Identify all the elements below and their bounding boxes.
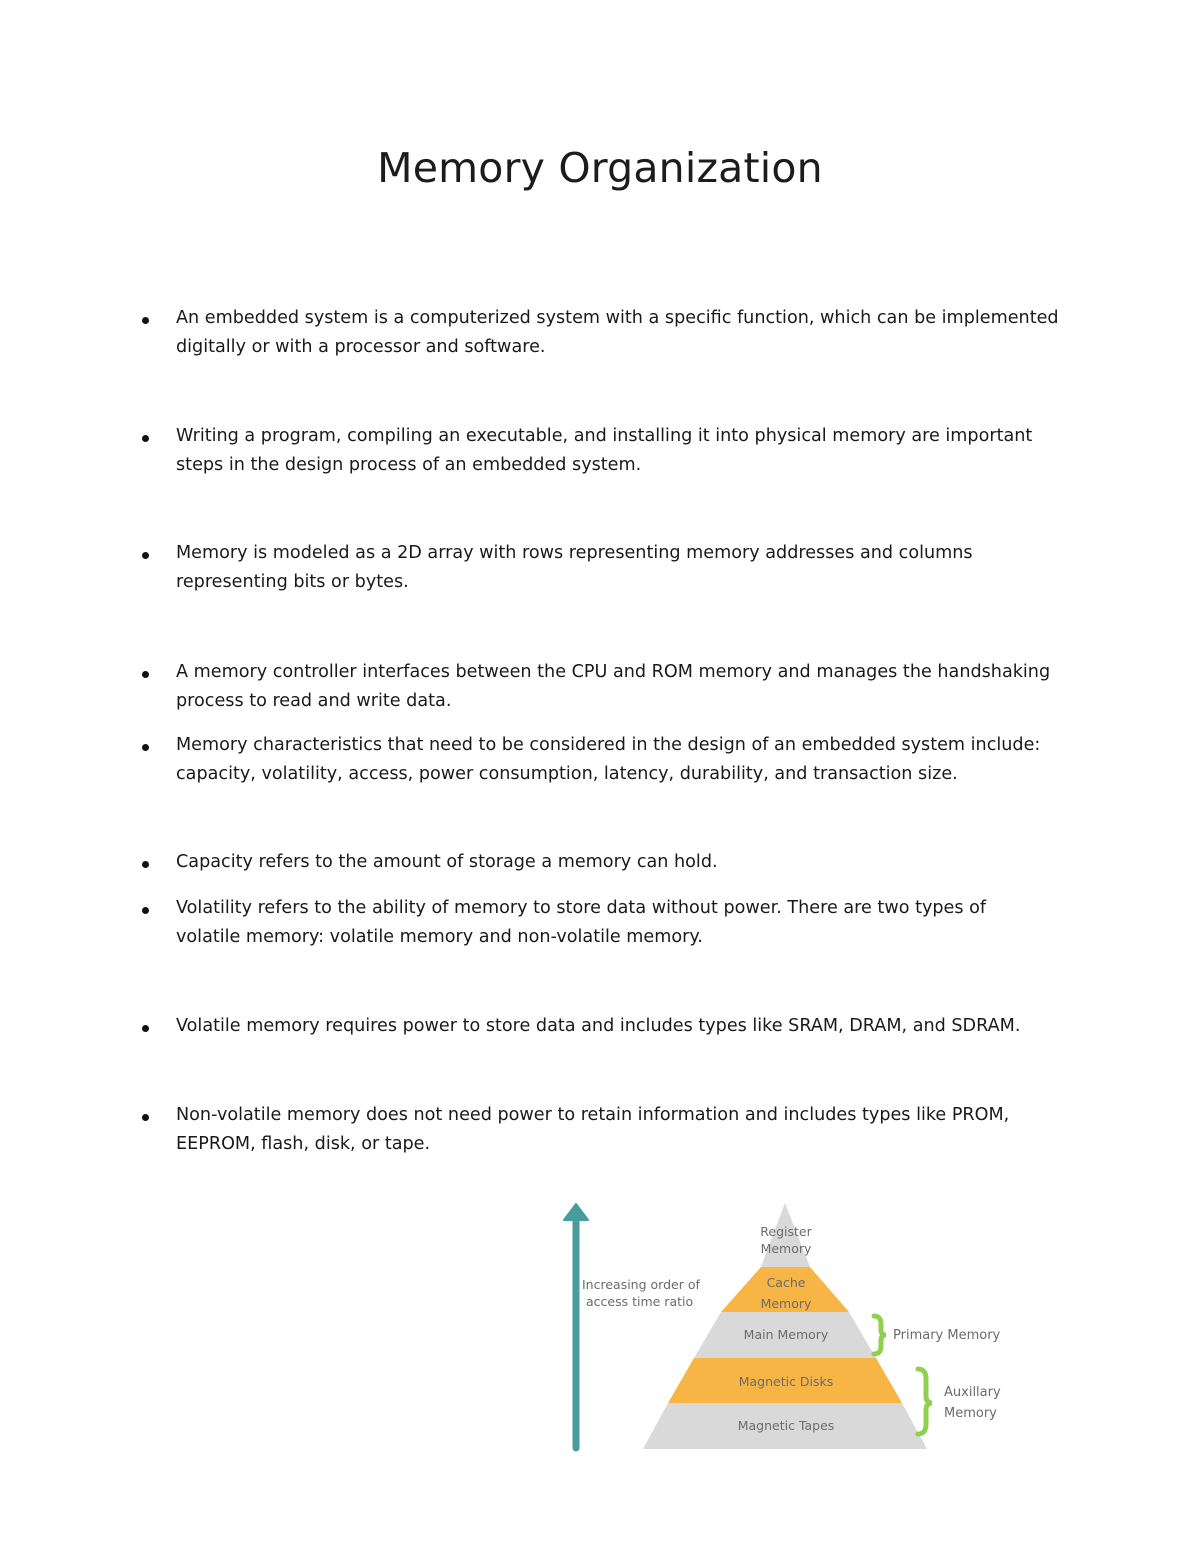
list-item-text xyxy=(176,731,1076,789)
text-line: digitally or with a processor and software. xyxy=(176,337,546,357)
list-item-text xyxy=(176,539,1076,597)
level-label: Cache xyxy=(766,1275,806,1290)
text-line: An embedded system is a computerized system with a specific function, which can be implemented xyxy=(176,308,1059,328)
page-title: Memory Organization xyxy=(377,144,823,192)
up-arrow-icon xyxy=(564,1204,588,1448)
text-line: volatile memory: volatile memory and non-volatile memory. xyxy=(176,927,703,947)
level-label: Magnetic Disks xyxy=(738,1374,834,1389)
level-label: Memory xyxy=(760,1296,812,1311)
bullet-icon xyxy=(142,861,149,868)
level-label: Memory xyxy=(760,1241,812,1256)
bullet-icon xyxy=(142,552,149,559)
bullet-icon xyxy=(142,744,149,751)
list-item-text xyxy=(176,1012,1076,1041)
list-item-text xyxy=(176,304,1076,362)
memory-hierarchy-diagram xyxy=(540,1196,1020,1456)
text-line: Non-volatile memory does not need power to retain information and includes types like PROM, xyxy=(176,1105,1010,1125)
text-line: Writing a program, compiling an executable, and installing it into physical memory are important xyxy=(176,426,1033,446)
text-line: steps in the design process of an embedded system. xyxy=(176,455,642,475)
bullet-icon xyxy=(142,1025,149,1032)
text-line: Volatile memory requires power to store data and includes types like SRAM, DRAM, and SDRAM. xyxy=(176,1016,1021,1036)
bullet-icon xyxy=(142,1114,149,1121)
bullet-icon xyxy=(142,671,149,678)
text-line: representing bits or bytes. xyxy=(176,572,409,592)
text-line: Memory characteristics that need to be considered in the design of an embedded system include: xyxy=(176,735,1041,755)
text-line: Volatility refers to the ability of memory to store data without power. There are two types of xyxy=(176,898,987,918)
text-line: EEPROM, flash, disk, or tape. xyxy=(176,1134,431,1154)
arrow-label-line-2: access time ratio xyxy=(586,1294,694,1309)
list-item-text xyxy=(176,422,1076,480)
text-line: capacity, volatility, access, power consumption, latency, durability, and transaction size. xyxy=(176,764,958,784)
primary-brace-icon xyxy=(874,1316,886,1354)
text-line: process to read and write data. xyxy=(176,691,452,711)
list-item-text xyxy=(176,894,1076,952)
list-item-text xyxy=(176,1101,1076,1159)
bullet-icon xyxy=(142,907,149,914)
level-label: Register xyxy=(760,1224,812,1239)
auxiliary-brace-icon xyxy=(918,1369,932,1434)
list-item-text xyxy=(176,658,1076,716)
level-label: Main Memory xyxy=(743,1327,829,1342)
text-line: A memory controller interfaces between the CPU and ROM memory and manages the handshaking xyxy=(176,662,1051,682)
list-item-text xyxy=(176,848,1076,877)
text-line: Capacity refers to the amount of storage a memory can hold. xyxy=(176,852,718,872)
auxiliary-memory-label: Auxillary xyxy=(944,1385,1001,1400)
arrow-label-line-1: Increasing order of xyxy=(582,1277,700,1292)
bullet-icon xyxy=(142,435,149,442)
text-line: Memory is modeled as a 2D array with rows representing memory addresses and columns xyxy=(176,543,973,563)
memory-hierarchy-svg xyxy=(540,1196,1020,1456)
primary-memory-label: Primary Memory xyxy=(893,1328,1001,1343)
auxiliary-memory-label: Memory xyxy=(944,1406,997,1421)
bullet-icon xyxy=(142,317,149,324)
level-label: Magnetic Tapes xyxy=(737,1418,835,1433)
